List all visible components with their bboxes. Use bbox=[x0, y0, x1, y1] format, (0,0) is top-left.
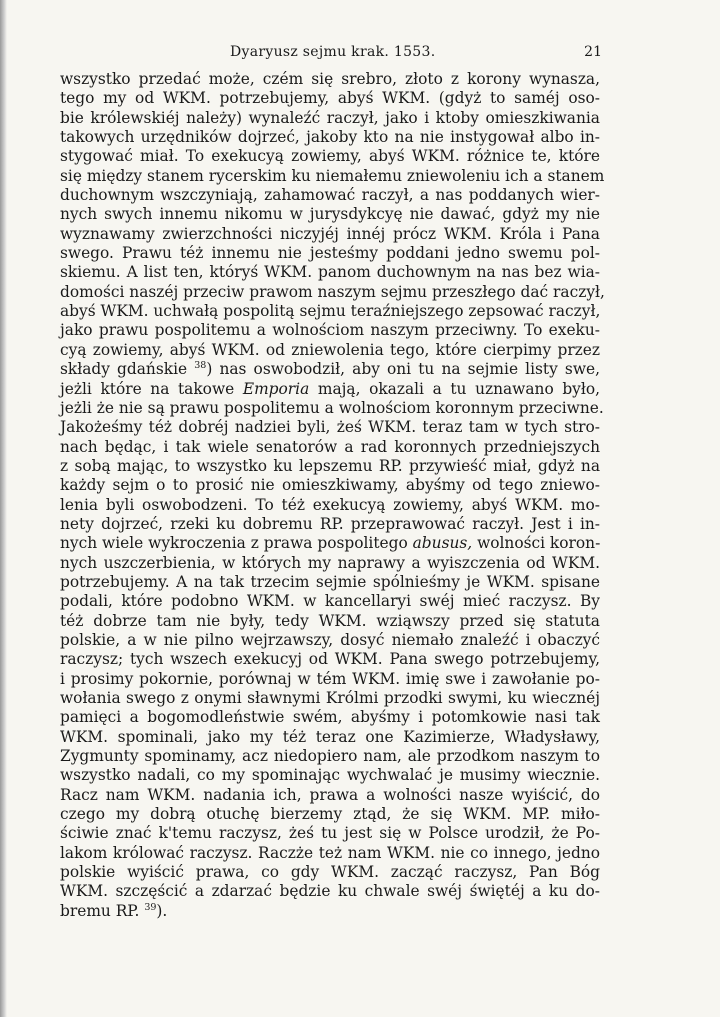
text-run: nych wiele wykroczenia z prawa pospolitego bbox=[60, 534, 413, 553]
text-run: składy gdańskie bbox=[60, 360, 195, 379]
text-line: każdy sejm o to prosić nie omieszkiwamy, abyśmy od tego zniewo- bbox=[60, 476, 600, 495]
footnote-ref: 38 bbox=[194, 360, 207, 372]
text-line bbox=[60, 534, 600, 553]
text-line: raczysz; tych wszech exekucyj od WKM. Pana swego potrzebujemy, bbox=[60, 650, 600, 669]
text-line: stygować miał. To exekucyą zowiemy, abyś WKM. różnice te, które bbox=[60, 147, 600, 166]
text-run: wolności koron- bbox=[472, 534, 601, 553]
text-line: lakom królować raczysz. Raczże też nam WKM. nie co innego, jedno bbox=[60, 843, 600, 862]
text-run: ) nas oswobodził, aby oni tu na sejmie listy swe, bbox=[206, 360, 600, 379]
text-line: skiemu. A list ten, któryś WKM. panom duchownym na nas bez wia- bbox=[60, 263, 600, 282]
text-line: WKM. szczęścić a zdarzać będzie ku chwale swéj świętéj a ku do- bbox=[60, 882, 600, 901]
text-line: jako prawu pospolitemu a wolnościom naszym przeciwny. To exeku- bbox=[60, 321, 600, 340]
text-line: domości naszéj przeciw prawom naszym sejmu przeszłego dać raczył, bbox=[60, 282, 605, 301]
text-line: cyą zowiemy, abyś WKM. od zniewolenia tego, które cierpimy przez bbox=[60, 340, 600, 359]
scan-binding-edge bbox=[0, 0, 7, 1017]
text-line bbox=[60, 360, 600, 379]
text-run: ). bbox=[156, 901, 168, 920]
text-line: nety dojrzeć, rzeki ku dobremu RP. przeprawować raczył. Jest i in- bbox=[60, 514, 600, 533]
text-line: podali, które podobno WKM. w kancellaryi swéj mieć raczysz. By bbox=[60, 592, 600, 611]
text-line: nach będąc, i tak wiele senatorów a rad koronnych przedniejszych bbox=[60, 437, 600, 456]
text-line: wszystko przedać może, czém się srebro, złoto z korony wynasza, bbox=[60, 70, 600, 88]
text-line: bie królewskiéj należy) wynaleźć raczył, jako i ktoby omieszkiwania bbox=[60, 108, 600, 127]
text-line: swego. Prawu téż innemu nie jesteśmy poddani jedno swemu pol- bbox=[60, 244, 600, 263]
text-line: lenia byli oswobodzeni. To téż exekucyą zowiemy, abyś WKM. mo- bbox=[60, 495, 600, 514]
text-line: polskie, a w nie pilno wejrzawszy, dosyć niemało znaleźć i obaczyć bbox=[60, 630, 600, 649]
text-run: mają, okazali a tu uznawano było, bbox=[309, 379, 601, 398]
text-line: się między stanem rycerskim ku niemałemu zniewoleniu ich a stanem bbox=[60, 166, 605, 185]
page-header bbox=[62, 44, 602, 66]
page-number: 21 bbox=[584, 44, 602, 60]
text-line: téż dobrze tam nie były, tedy WKM. wziąwszy przed się statuta bbox=[60, 611, 600, 630]
text-line: wołania swego z onymi sławnymi Królmi przodki swymi, ku wiecznéj bbox=[60, 689, 600, 707]
text-line: duchownym wszczyniają, zahamować raczył, a nas poddanych wier- bbox=[60, 186, 600, 205]
text-line: nych swych innemu nikomu w jurysdykcyę nie dawać, gdyż my nie bbox=[60, 205, 600, 224]
text-line: pamięci a bogomodleństwie swém, abyśmy i potomkowie nasi tak bbox=[60, 708, 600, 727]
text-run: jeżli które na takowe bbox=[60, 379, 243, 398]
text-line: wszystko nadali, co my spominając wychwalać je musimy wiecznie. bbox=[60, 766, 600, 785]
text-line: Jakożeśmy téż dobréj nadziei byli, żeś WKM. teraz tam w tych stro- bbox=[60, 418, 600, 437]
running-title: Dyaryusz sejmu krak. 1553. bbox=[230, 44, 436, 60]
text-line: potrzebujemy. A na tak trzecim sejmie spólnieśmy je WKM. spisane bbox=[60, 572, 600, 591]
text-run: bremu RP. bbox=[60, 901, 145, 920]
text-line: Racz nam WKM. nadania ich, prawa a wolności nasze wyiścić, do bbox=[60, 785, 600, 804]
text-line: wyznawamy zwierzchności niczyjéj innéj prócz WKM. Króla i Pana bbox=[60, 224, 600, 243]
text-line: abyś WKM. uchwałą pospolitą sejmu teraźniejszego zepsować raczył, bbox=[60, 302, 601, 321]
text-line: ściwie znać k'temu raczysz, żeś tu jest się w Polsce urodził, że Po- bbox=[60, 824, 600, 843]
text-line: z sobą mając, to wszystko ku lepszemu RP. przywieść miał, gdyż na bbox=[60, 456, 600, 475]
text-line bbox=[60, 380, 600, 399]
italic-term: Emporia bbox=[242, 379, 310, 398]
text-line: WKM. spominali, jako my téż teraz one Kazimierze, Władysławy, bbox=[60, 727, 600, 746]
italic-term: abusus, bbox=[412, 534, 473, 553]
text-line: Zygmunty spominamy, acz niedopiero nam, ale przodkom naszym to bbox=[60, 747, 600, 766]
text-line: tego my od WKM. potrzebujemy, abyś WKM. (gdyż to saméj oso- bbox=[60, 89, 600, 108]
footnote-ref: 39 bbox=[144, 901, 157, 913]
text-line: nych uszczerbienia, w których my naprawy a wyiszczenia od WKM. bbox=[60, 553, 600, 572]
text-line: polskie wyiścić prawa, co gdy WKM. zacząć raczysz, Pan Bóg bbox=[60, 863, 600, 882]
main-text-block bbox=[60, 70, 605, 921]
text-line bbox=[60, 902, 600, 921]
text-line: czego my dobrą otuchę bierzemy ztąd, że się WKM. MP. miło- bbox=[60, 805, 600, 824]
text-line: i prosimy pokornie, porównaj w tém WKM. imię swe i zawołanie po- bbox=[60, 669, 600, 688]
text-line: jeżli że nie są prawu pospolitemu a wolnościom koronnym przeciwne. bbox=[60, 398, 604, 417]
text-line: takowych urzędników dojrzeć, jakoby kto na nie instygował albo in- bbox=[60, 128, 600, 147]
